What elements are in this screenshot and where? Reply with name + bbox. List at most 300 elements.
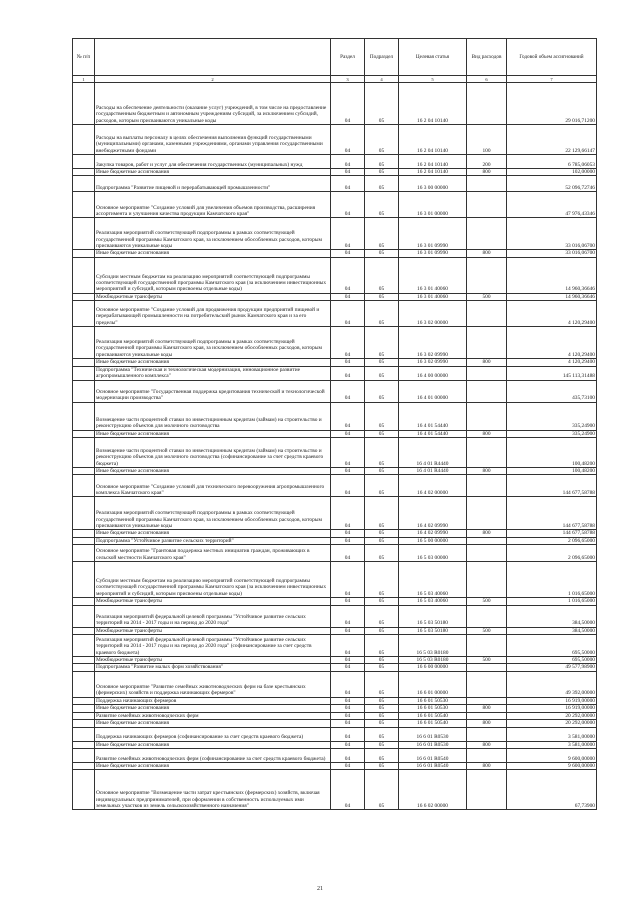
amount-cell: 2 096,65000 (507, 545, 597, 562)
table-row (73, 712, 597, 719)
name-cell: Межбюджетные трансферты (95, 598, 331, 605)
page-number: 21 (317, 886, 323, 892)
name-cell: Развитие семейных животноводческих ферм (95, 712, 331, 719)
subsection-cell: 05 (365, 770, 399, 810)
table-row (73, 293, 597, 300)
section-cell: 04 (331, 155, 365, 169)
table-row (73, 537, 597, 544)
table-row (73, 770, 597, 810)
amount-cell: 100,48200 (507, 438, 597, 468)
subsection-cell: 05 (365, 562, 399, 598)
num-cell (73, 380, 95, 402)
exptype-cell (467, 727, 507, 741)
subsection-cell: 05 (365, 438, 399, 468)
exptype-cell (467, 83, 507, 125)
target-cell: 16 4 01 00000 (399, 380, 467, 402)
subsection-cell: 05 (365, 705, 399, 712)
subsection-cell: 05 (365, 635, 399, 657)
target-cell: 16 5 03 00000 (399, 545, 467, 562)
section-cell: 04 (331, 366, 365, 380)
name-cell: Основное мероприятие "Создание условий для технического перевооружения агропромышленного комплекса Камчатского края" (95, 475, 331, 497)
name-cell: Подпрограмма "Развитие малых форм хозяйствования" (95, 664, 331, 671)
section-cell: 04 (331, 475, 365, 497)
subsection-cell: 05 (365, 741, 399, 748)
amount-cell: 52 096,72746 (507, 176, 597, 192)
table-row (73, 176, 597, 192)
exptype-cell: 800 (467, 169, 507, 176)
name-cell: Межбюджетные трансферты (95, 657, 331, 664)
num-cell (73, 657, 95, 664)
name-cell: Межбюджетные трансферты (95, 627, 331, 634)
exptype-cell (467, 545, 507, 562)
table-row (73, 657, 597, 664)
section-cell: 04 (331, 741, 365, 748)
section-cell: 04 (331, 218, 365, 250)
target-cell: 16 5 03 40060 (399, 562, 467, 598)
num-cell (73, 430, 95, 437)
name-cell: Основное мероприятие "Создание условий для продвижения продукции предприятий пищевой и перерабатывающей промышленности на потребительский рынок Камчатского края и за его пределы" (95, 301, 331, 327)
target-cell: 16 4 02 00000 (399, 475, 467, 497)
exptype-cell (467, 770, 507, 810)
index-cell: 3 (331, 76, 365, 83)
budget-table (72, 38, 597, 810)
target-cell: 16 3 01 40060 (399, 257, 467, 293)
table-row (73, 468, 597, 475)
subsection-cell: 05 (365, 762, 399, 769)
name-cell: Иные бюджетные ассигнования (95, 762, 331, 769)
target-cell: 16 6 01 R0540 (399, 762, 467, 769)
num-cell (73, 530, 95, 537)
table-row (73, 218, 597, 250)
amount-cell: 20 292,00000 (507, 712, 597, 719)
num-cell (73, 770, 95, 810)
subsection-cell: 05 (365, 192, 399, 218)
num-cell (73, 468, 95, 475)
name-cell: Подпрограмма "Устойчивое развитие сельских территорий" (95, 537, 331, 544)
header-target: Целевая статья (399, 39, 467, 76)
amount-cell: 14 960,36646 (507, 257, 597, 293)
table-row (73, 430, 597, 437)
table-row (73, 748, 597, 762)
target-cell: 16 5 03 50180 (399, 605, 467, 627)
subsection-cell: 05 (365, 475, 399, 497)
target-cell: 16 6 01 50530 (399, 705, 467, 712)
target-cell: 16 5 03 40060 (399, 598, 467, 605)
target-cell: 16 4 01 R4440 (399, 438, 467, 468)
exptype-cell: 200 (467, 155, 507, 169)
subsection-cell: 05 (365, 301, 399, 327)
section-cell: 04 (331, 125, 365, 155)
table-row (73, 359, 597, 366)
subsection-cell: 05 (365, 176, 399, 192)
num-cell (73, 748, 95, 762)
amount-cell: 1 016,65000 (507, 598, 597, 605)
num-cell (73, 301, 95, 327)
subsection-cell: 05 (365, 468, 399, 475)
name-cell: Возмещение части процентной ставки по инвестиционным кредитам (займам) на строительство и реконструкцию объектов для молочного скотоводства (софинансирование за счет средств краевого бюджета) (95, 438, 331, 468)
num-cell (73, 293, 95, 300)
amount-cell: 2 096,65000 (507, 537, 597, 544)
section-cell: 04 (331, 257, 365, 293)
table-row (73, 327, 597, 359)
amount-cell: 144 677,58788 (507, 497, 597, 530)
subsection-cell: 05 (365, 250, 399, 257)
subsection-cell: 05 (365, 169, 399, 176)
name-cell: Межбюджетные трансферты (95, 293, 331, 300)
target-cell: 16 5 03 50180 (399, 627, 467, 634)
amount-cell: 695,50000 (507, 635, 597, 657)
table-row (73, 605, 597, 627)
amount-cell: 29 016,71200 (507, 83, 597, 125)
name-cell: Реализация мероприятий соответствующей подпрограммы в рамках соответствующей государственной программы Камчатского края, за исключением обособленных расходов, которым присваиваются уникальные коды (95, 218, 331, 250)
section-cell: 04 (331, 530, 365, 537)
subsection-cell: 05 (365, 257, 399, 293)
amount-cell: 384,50000 (507, 605, 597, 627)
exptype-cell: 500 (467, 598, 507, 605)
index-cell: 4 (365, 76, 399, 83)
subsection-cell: 05 (365, 664, 399, 671)
num-cell (73, 402, 95, 430)
exptype-cell (467, 301, 507, 327)
section-cell: 04 (331, 598, 365, 605)
name-cell: Иные бюджетные ассигнования (95, 359, 331, 366)
amount-cell: 14 960,36646 (507, 293, 597, 300)
table-header-row (73, 39, 597, 76)
table-row (73, 402, 597, 430)
index-cell: 6 (467, 76, 507, 83)
name-cell: Основное мероприятие "Грантовая поддержка местных инициатив граждан, проживающих в сельской местности Камчатского края" (95, 545, 331, 562)
table-row (73, 598, 597, 605)
exptype-cell (467, 605, 507, 627)
index-cell: 5 (399, 76, 467, 83)
target-cell: 16 6 01 50540 (399, 712, 467, 719)
amount-cell: 1 016,65000 (507, 562, 597, 598)
num-cell (73, 562, 95, 598)
name-cell: Поддержка начинающих фермеров (софинансирование за счет средств краевого бюджета) (95, 727, 331, 741)
num-cell (73, 176, 95, 192)
amount-cell: 47 976,43346 (507, 192, 597, 218)
num-cell (73, 664, 95, 671)
section-cell: 04 (331, 671, 365, 697)
table-row (73, 125, 597, 155)
exptype-cell (467, 748, 507, 762)
section-cell: 04 (331, 497, 365, 530)
target-cell: 16 5 00 00000 (399, 537, 467, 544)
subsection-cell: 05 (365, 155, 399, 169)
num-cell (73, 671, 95, 697)
target-cell: 16 3 00 00000 (399, 176, 467, 192)
num-cell (73, 475, 95, 497)
section-cell: 04 (331, 380, 365, 402)
num-cell (73, 705, 95, 712)
name-cell: Иные бюджетные ассигнования (95, 530, 331, 537)
amount-cell: 4 120,29400 (507, 359, 597, 366)
exptype-cell: 800 (467, 430, 507, 437)
section-cell: 04 (331, 664, 365, 671)
exptype-cell (467, 366, 507, 380)
name-cell: Иные бюджетные ассигнования (95, 705, 331, 712)
num-cell (73, 741, 95, 748)
exptype-cell: 800 (467, 720, 507, 727)
num-cell (73, 727, 95, 741)
amount-cell: 102,00000 (507, 169, 597, 176)
subsection-cell: 05 (365, 366, 399, 380)
exptype-cell (467, 438, 507, 468)
target-cell: 16 6 01 R0530 (399, 727, 467, 741)
section-cell: 04 (331, 176, 365, 192)
target-cell: 16 6 01 50530 (399, 697, 467, 704)
table-row (73, 155, 597, 169)
amount-cell: 4 120,29400 (507, 327, 597, 359)
exptype-cell: 800 (467, 705, 507, 712)
section-cell: 04 (331, 712, 365, 719)
table-row (73, 366, 597, 380)
subsection-cell: 05 (365, 380, 399, 402)
table-row (73, 627, 597, 634)
subsection-cell: 05 (365, 530, 399, 537)
name-cell: Реализация мероприятий соответствующей подпрограммы в рамках соответствующей государственной программы Камчатского края, за исключением обособленных расходов, которым присваиваются уникальные коды (95, 327, 331, 359)
amount-cell: 144 677,58788 (507, 475, 597, 497)
table-row (73, 475, 597, 497)
name-cell: Иные бюджетные ассигнования (95, 250, 331, 257)
table-row (73, 257, 597, 293)
table-row (73, 497, 597, 530)
amount-cell: 384,50000 (507, 627, 597, 634)
amount-cell: 49 392,00000 (507, 671, 597, 697)
exptype-cell (467, 697, 507, 704)
name-cell: Иные бюджетные ассигнования (95, 741, 331, 748)
subsection-cell: 05 (365, 671, 399, 697)
target-cell: 16 6 01 00000 (399, 671, 467, 697)
num-cell (73, 218, 95, 250)
name-cell: Возмещение части процентной ставки по инвестиционным кредитам (займам) на строительство и реконструкцию объектов для молочного скотоводства (95, 402, 331, 430)
table-body (73, 83, 597, 810)
amount-cell: 9 600,00000 (507, 748, 597, 762)
section-cell: 04 (331, 762, 365, 769)
exptype-cell (467, 497, 507, 530)
table-row (73, 545, 597, 562)
exptype-cell (467, 380, 507, 402)
exptype-cell (467, 257, 507, 293)
target-cell: 16 3 02 09990 (399, 359, 467, 366)
exptype-cell: 800 (467, 359, 507, 366)
exptype-cell (467, 402, 507, 430)
target-cell: 16 5 03 R0180 (399, 657, 467, 664)
name-cell: Реализация мероприятий федеральной целевой программы "Устойчивое развитие сельских территорий на 2014 - 2017 годы и на период до 2020 года" (софинансирование за счет средств краевого бюджета) (95, 635, 331, 657)
num-cell (73, 712, 95, 719)
num-cell (73, 605, 95, 627)
exptype-cell (467, 671, 507, 697)
num-cell (73, 545, 95, 562)
amount-cell: 49 577,98900 (507, 664, 597, 671)
subsection-cell: 05 (365, 83, 399, 125)
target-cell: 16 2 04 10140 (399, 155, 467, 169)
section-cell: 04 (331, 635, 365, 657)
name-cell: Основное мероприятие "Развитие семейных животноводческих ферм на базе крестьянских (фермерских) хозяйств и поддержка начинающих фермеров" (95, 671, 331, 697)
subsection-cell: 05 (365, 712, 399, 719)
target-cell: 16 2 04 10140 (399, 169, 467, 176)
num-cell (73, 366, 95, 380)
name-cell: Иные бюджетные ассигнования (95, 468, 331, 475)
subsection-cell: 05 (365, 430, 399, 437)
num-cell (73, 192, 95, 218)
amount-cell: 335,24900 (507, 402, 597, 430)
amount-cell: 9 600,00000 (507, 762, 597, 769)
exptype-cell (467, 475, 507, 497)
amount-cell: 100,48200 (507, 468, 597, 475)
exptype-cell: 800 (467, 762, 507, 769)
section-cell: 04 (331, 359, 365, 366)
exptype-cell: 500 (467, 627, 507, 634)
section-cell: 04 (331, 720, 365, 727)
exptype-cell (467, 562, 507, 598)
section-cell: 04 (331, 327, 365, 359)
num-cell (73, 169, 95, 176)
exptype-cell (467, 712, 507, 719)
subsection-cell: 05 (365, 327, 399, 359)
target-cell: 16 6 01 R0540 (399, 748, 467, 762)
exptype-cell (467, 664, 507, 671)
target-cell: 16 6 00 00000 (399, 664, 467, 671)
exptype-cell (467, 192, 507, 218)
table-row (73, 664, 597, 671)
name-cell: Иные бюджетные ассигнования (95, 169, 331, 176)
exptype-cell: 500 (467, 657, 507, 664)
name-cell: Расходы на обеспечение деятельности (оказание услуг) учреждений, в том числе на предоставление государственным бюджетным и автономным учреждениям субсидий, за исключением субсидий, расходов, которым присваиваются уникальные коды (95, 83, 331, 125)
name-cell: Основное мероприятие "Государственная поддержка кредитования технической и технологической модернизации производства" (95, 380, 331, 402)
target-cell: 16 3 01 09990 (399, 250, 467, 257)
amount-cell: 16 919,00000 (507, 705, 597, 712)
section-cell: 04 (331, 562, 365, 598)
name-cell: Реализация мероприятий федеральной целевой программы "Устойчивое развитие сельских территорий на 2014 - 2017 годы и на период до 2020 года" (95, 605, 331, 627)
exptype-cell: 800 (467, 468, 507, 475)
table-row (73, 762, 597, 769)
subsection-cell: 05 (365, 727, 399, 741)
table-row (73, 697, 597, 704)
target-cell: 16 6 01 R0530 (399, 741, 467, 748)
num-cell (73, 83, 95, 125)
section-cell: 04 (331, 169, 365, 176)
amount-cell: 3 581,00000 (507, 741, 597, 748)
num-cell (73, 537, 95, 544)
target-cell: 16 4 02 09990 (399, 530, 467, 537)
subsection-cell: 05 (365, 402, 399, 430)
subsection-cell: 05 (365, 218, 399, 250)
target-cell: 16 3 01 00000 (399, 192, 467, 218)
subsection-cell: 05 (365, 359, 399, 366)
name-cell: Подпрограмма "Развитие пищевой и перерабатывающей промышленности" (95, 176, 331, 192)
num-cell (73, 257, 95, 293)
name-cell: Закупка товаров, работ и услуг для обеспечения государственных (муниципальных) нужд (95, 155, 331, 169)
table-row (73, 671, 597, 697)
section-cell: 04 (331, 301, 365, 327)
table-row (73, 83, 597, 125)
num-cell (73, 155, 95, 169)
section-cell: 04 (331, 83, 365, 125)
amount-cell: 67,73900 (507, 770, 597, 810)
num-cell (73, 125, 95, 155)
table-row (73, 727, 597, 741)
table-row (73, 530, 597, 537)
exptype-cell: 500 (467, 293, 507, 300)
target-cell: 16 3 01 09990 (399, 218, 467, 250)
target-cell: 16 6 01 50540 (399, 720, 467, 727)
amount-cell: 33 016,06700 (507, 218, 597, 250)
table-row (73, 720, 597, 727)
amount-cell: 33 016,06700 (507, 250, 597, 257)
exptype-cell: 800 (467, 741, 507, 748)
subsection-cell: 05 (365, 657, 399, 664)
subsection-cell: 05 (365, 125, 399, 155)
header-num: № п/п (73, 39, 95, 76)
num-cell (73, 250, 95, 257)
subsection-cell: 05 (365, 537, 399, 544)
section-cell: 04 (331, 770, 365, 810)
target-cell: 16 4 00 00000 (399, 366, 467, 380)
exptype-cell (467, 327, 507, 359)
amount-cell: 435,73100 (507, 380, 597, 402)
section-cell: 04 (331, 705, 365, 712)
name-cell: Иные бюджетные ассигнования (95, 430, 331, 437)
header-subsection: Подраздел (365, 39, 399, 76)
name-cell: Субсидии местным бюджетам на реализацию мероприятий соответствующей подпрограммы соответствующей государственной программы Камчатского края (за исключением инвестиционных мероприятий и субсидий, которым присвоены отдельные коды) (95, 257, 331, 293)
table-row (73, 635, 597, 657)
section-cell: 04 (331, 605, 365, 627)
table-row (73, 301, 597, 327)
section-cell: 04 (331, 250, 365, 257)
name-cell: Подпрограмма "Техническая и технологическая модернизация, инновационное развитие агропромышленного комплекса" (95, 366, 331, 380)
table-row (73, 741, 597, 748)
table-row (73, 192, 597, 218)
section-cell: 04 (331, 627, 365, 634)
target-cell: 16 4 01 R4440 (399, 468, 467, 475)
section-cell: 04 (331, 697, 365, 704)
section-cell: 04 (331, 402, 365, 430)
header-amount: Годовой объем ассигнований (507, 39, 597, 76)
section-cell: 04 (331, 430, 365, 437)
name-cell: Поддержка начинающих фермеров (95, 697, 331, 704)
target-cell: 16 3 01 40060 (399, 293, 467, 300)
section-cell: 04 (331, 727, 365, 741)
num-cell (73, 697, 95, 704)
num-cell (73, 635, 95, 657)
subsection-cell: 05 (365, 697, 399, 704)
subsection-cell: 05 (365, 545, 399, 562)
amount-cell: 3 581,00000 (507, 727, 597, 741)
name-cell: Основное мероприятие "Создание условий для увеличения объемов производства, расширения ассортимента и улучшения качества продукции Камчатского края" (95, 192, 331, 218)
name-cell: Расходы на выплаты персоналу в целях обеспечения выполнения функций государственными (муниципальными) органами, казенными учреждениями, органами управления государственными внебюджетными фондами (95, 125, 331, 155)
exptype-cell (467, 218, 507, 250)
target-cell: 16 4 01 54440 (399, 430, 467, 437)
target-cell: 16 3 02 09990 (399, 327, 467, 359)
table-row (73, 562, 597, 598)
amount-cell: 4 120,29400 (507, 301, 597, 327)
table-row (73, 438, 597, 468)
num-cell (73, 327, 95, 359)
section-cell: 04 (331, 545, 365, 562)
name-cell: Развитие семейных животноводческих ферм (софинансирование за счет средств краевого бюджета) (95, 748, 331, 762)
target-cell: 16 2 04 10140 (399, 83, 467, 125)
exptype-cell: 800 (467, 250, 507, 257)
amount-cell: 6 785,06053 (507, 155, 597, 169)
section-cell: 04 (331, 537, 365, 544)
subsection-cell: 05 (365, 598, 399, 605)
num-cell (73, 627, 95, 634)
amount-cell: 144 677,58788 (507, 530, 597, 537)
index-cell: 1 (73, 76, 95, 83)
amount-cell: 335,24900 (507, 430, 597, 437)
subsection-cell: 05 (365, 748, 399, 762)
